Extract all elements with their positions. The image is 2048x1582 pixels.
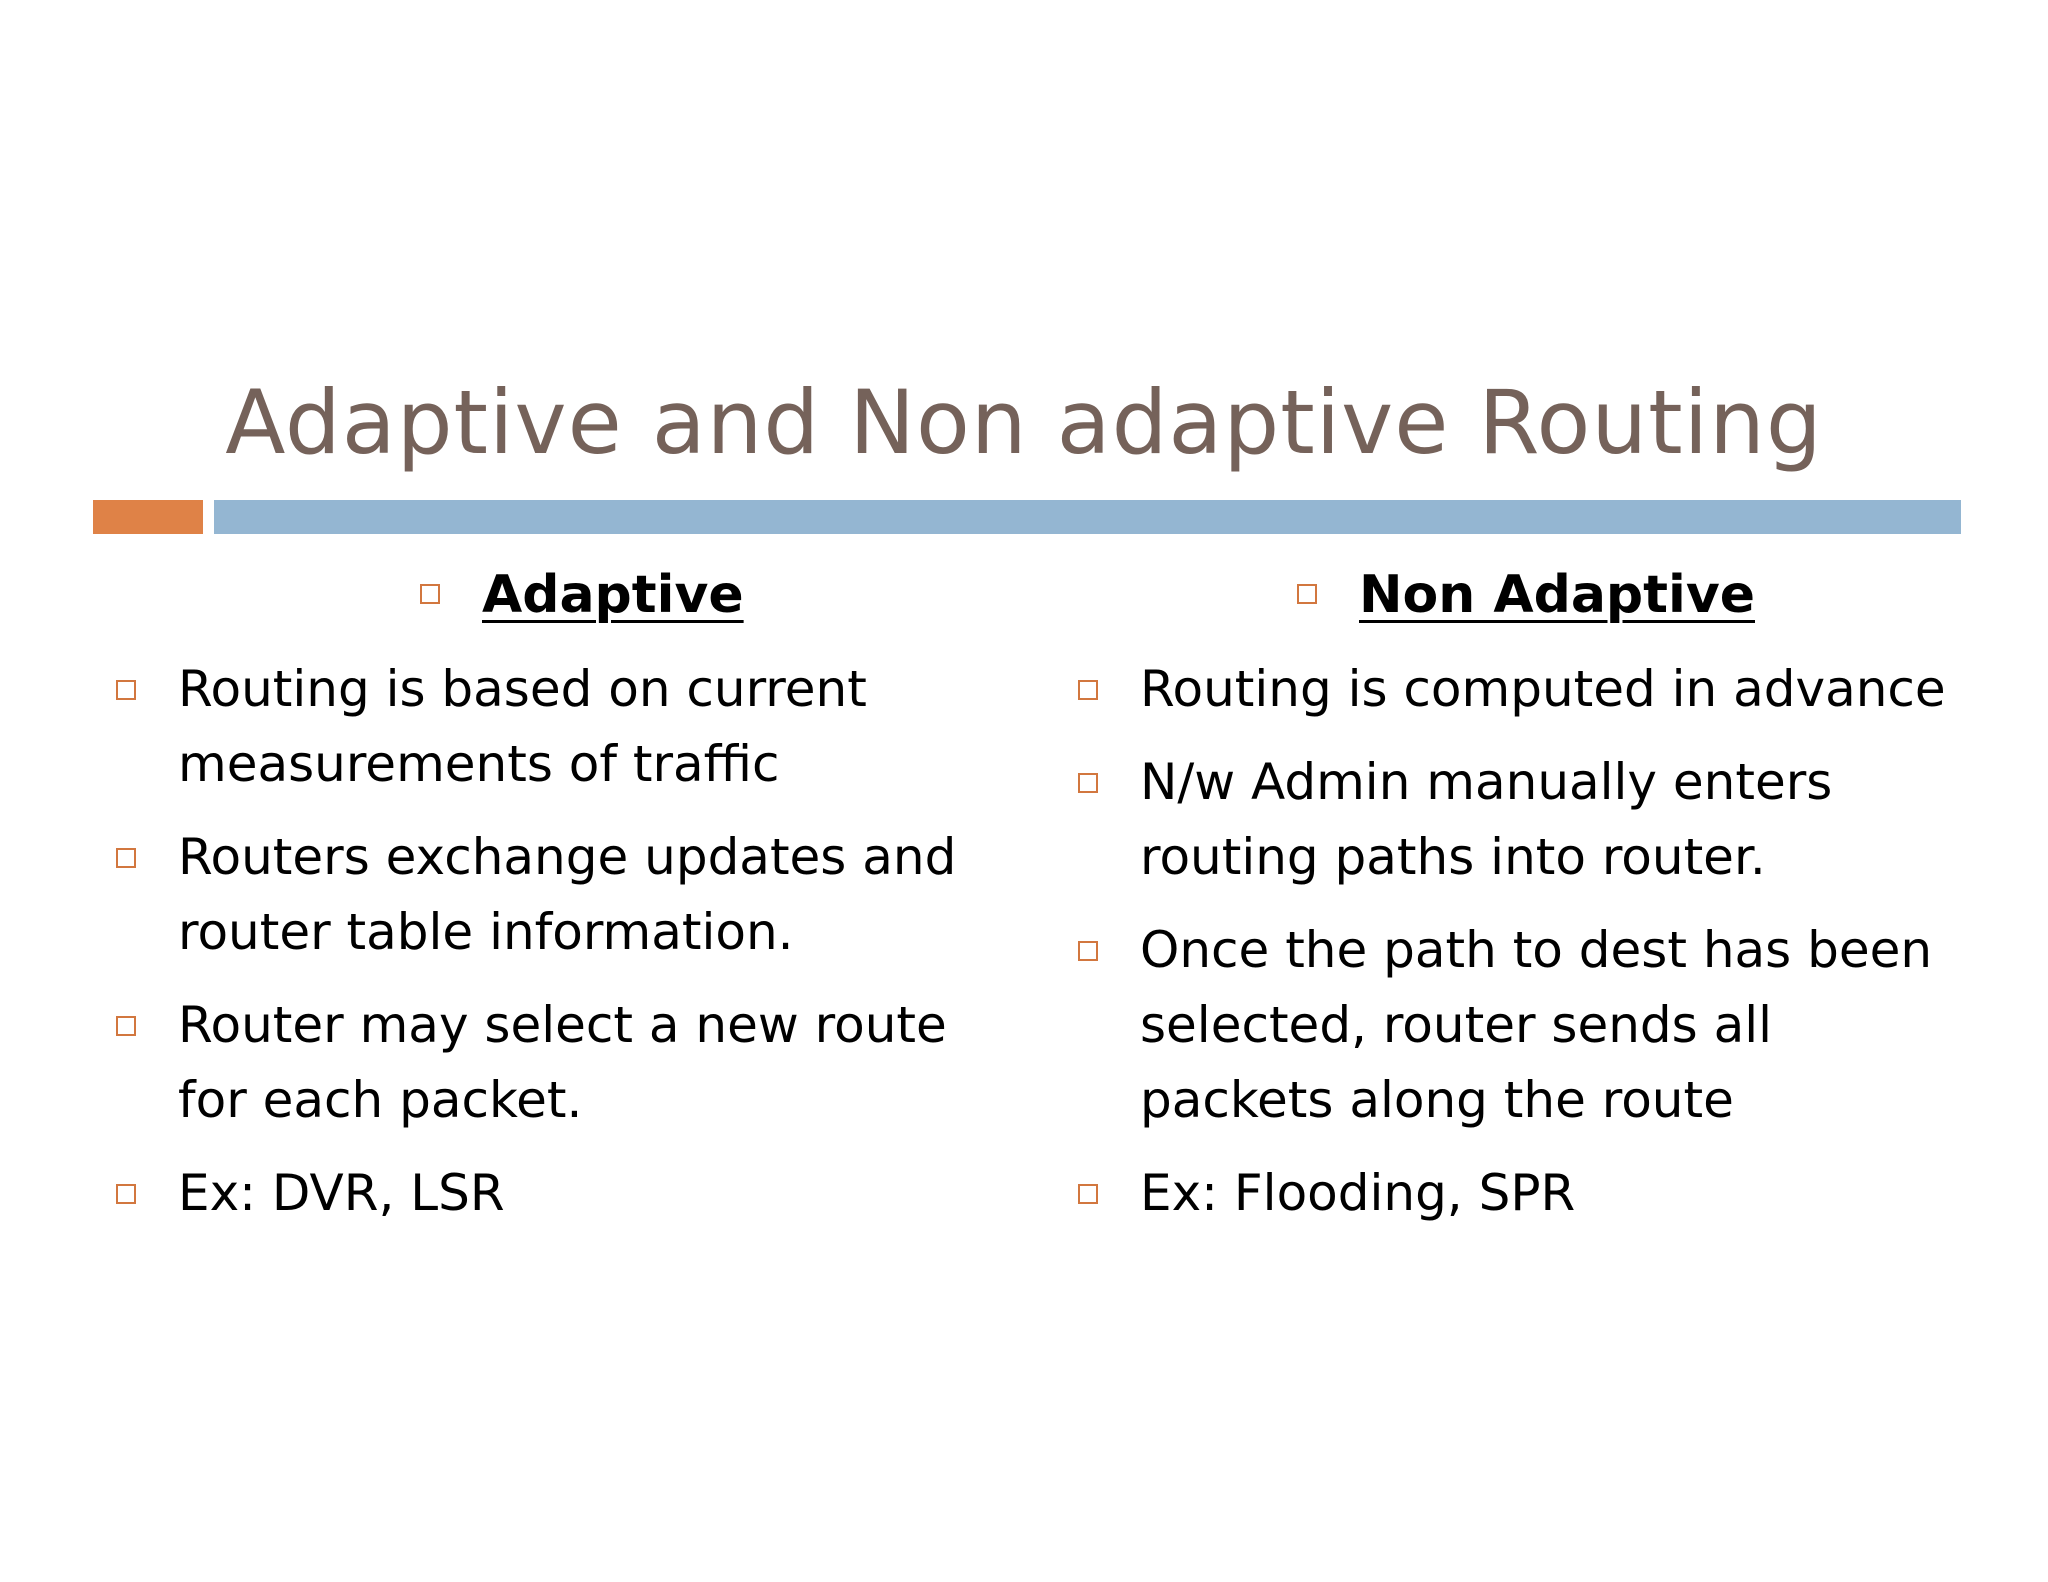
non-adaptive-heading-text: Non Adaptive xyxy=(1359,565,1755,625)
list-item xyxy=(110,820,1010,970)
list-item-text: N/w Admin manually enters routing paths into router. xyxy=(1140,753,1833,886)
adaptive-heading-text: Adaptive xyxy=(482,565,744,625)
list-item xyxy=(1072,1156,1972,1231)
square-bullet-icon xyxy=(116,848,136,868)
list-item xyxy=(110,652,1010,802)
adaptive-heading xyxy=(110,560,1010,630)
title-accent-bar-blue xyxy=(214,500,1961,534)
square-bullet-icon xyxy=(1297,584,1317,604)
square-bullet-icon xyxy=(1078,680,1098,700)
list-item-text: Ex: Flooding, SPR xyxy=(1140,1164,1576,1222)
list-item-text: Once the path to dest has been selected, router sends all packets along the route xyxy=(1140,921,1933,1129)
title-accent-bar-orange xyxy=(93,500,203,534)
non-adaptive-heading xyxy=(1072,560,1972,630)
list-item xyxy=(110,988,1010,1138)
non-adaptive-list xyxy=(1072,652,1972,1231)
square-bullet-icon xyxy=(116,680,136,700)
slide-title: Adaptive and Non adaptive Routing xyxy=(225,371,1823,474)
square-bullet-icon xyxy=(116,1016,136,1036)
adaptive-list xyxy=(110,652,1010,1231)
list-item xyxy=(1072,745,1972,895)
list-item-text: Ex: DVR, LSR xyxy=(178,1164,505,1222)
non-adaptive-column xyxy=(1072,560,1972,1249)
list-item-text: Router may select a new route for each packet. xyxy=(178,996,947,1129)
list-item xyxy=(1072,652,1972,727)
square-bullet-icon xyxy=(1078,1184,1098,1204)
list-item-text: Routing is computed in advance xyxy=(1140,660,1946,718)
square-bullet-icon xyxy=(116,1184,136,1204)
square-bullet-icon xyxy=(1078,773,1098,793)
list-item xyxy=(1072,913,1972,1138)
square-bullet-icon xyxy=(420,584,440,604)
list-item-text: Routers exchange updates and router table information. xyxy=(178,828,957,961)
square-bullet-icon xyxy=(1078,941,1098,961)
list-item-text: Routing is based on current measurements of traffic xyxy=(178,660,867,793)
list-item xyxy=(110,1156,1010,1231)
adaptive-column xyxy=(110,560,1010,1249)
